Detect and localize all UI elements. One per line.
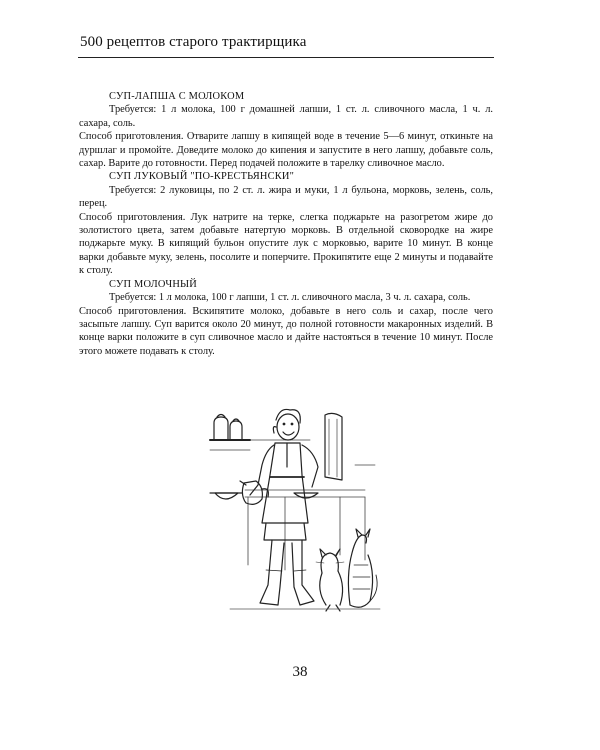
page-number: 38 [292, 664, 308, 680]
recipe-ingredients: Требуется: 1 л молока, 100 г домашней лапши, 1 ст. л. сливочного масла, 1 ч. л. сахара, соль. [79, 104, 493, 129]
recipe-title: СУП-ЛАПША С МОЛОКОМ [109, 91, 245, 102]
recipe-title: СУП МОЛОЧНЫЙ [109, 278, 197, 290]
header-rule [78, 57, 494, 58]
recipe-ingredients: Требуется: 2 луковицы, по 2 ст. л. жира и муки, 1 л бульона, морковь, зелень, соль, перец. [79, 184, 493, 210]
recipe-ingredients: Требуется: 1 л молока, 100 г лапши, 1 ст. л. сливочного масла, 3 ч. л. сахара, соль. [109, 292, 471, 304]
recipe-content [79, 90, 493, 358]
recipe-method: Способ приготовления. Отварите лапшу в кипящей воде в течение 5—6 минут, откиньте на дуршлаг и промойте. Доведите молоко до кипения и запустите в него лапшу, добавьте соль, сахар. Варите до готовности. Перед подачей положите в тарелку сливочное масло. [79, 131, 493, 170]
recipe-method: Способ приготовления. Лук натрите на терке, слегка поджарьте на разогретом жире до золотистого цвета, затем добавьте натертую морковь. В отдельной сковородке на жире поджарьте муку. В кипящий бульон опустите лук с морковью, варите 10 минут. В конце варки добавьте муку, зелень, посолите и поперчите. Прокипятите еще 2 минуты и подавайте к столу. [79, 211, 493, 277]
running-header: 500 рецептов старого трактирщика [80, 34, 307, 50]
recipe-title: СУП ЛУКОВЫЙ "ПО-КРЕСТЬЯНСКИ" [109, 171, 295, 183]
recipe-method: Способ приготовления. Вскипятите молоко, добавьте в него соль и сахар, после чего засыпьте лапшу. Суп варится около 20 минут, до полной готовности макаронных изделий. В конце варки положите в суп сливочное масло и дайте настояться в течение 10 минут. После этого можете подавать к столу. [79, 305, 493, 357]
tavern-keeper-illustration [190, 405, 390, 620]
